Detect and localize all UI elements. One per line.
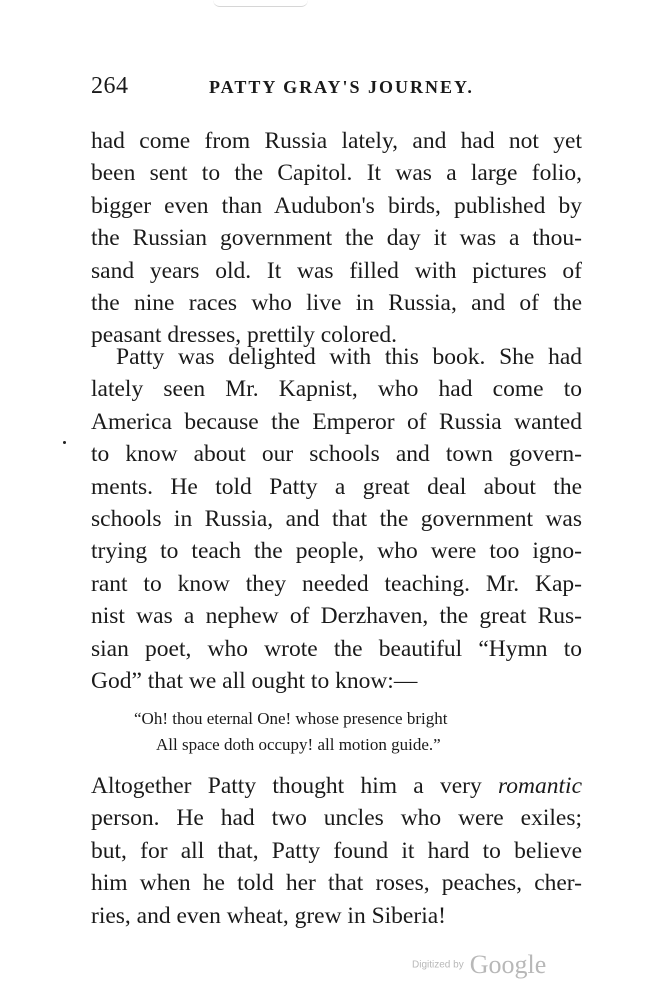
text-line: had come from Russia lately, and had not yet [91, 128, 582, 154]
text-line: to know about our schools and town govern- [91, 441, 582, 468]
text-line: lately seen Mr. Kapnist, who had come to [91, 376, 582, 403]
paragraph-2 [91, 341, 582, 697]
text-line: schools in Russia, and that the government was [91, 506, 582, 533]
text-line: sian poet, who wrote the beautiful “Hymn to [91, 635, 582, 662]
text-line: God” that we all ought to know:— [91, 668, 418, 695]
margin-speck [63, 441, 66, 444]
text-line: ments. He told Patty a great deal about the [91, 473, 582, 500]
top-edge-mark [213, 0, 308, 7]
text-line: sand years old. It was filled with pictures of [91, 257, 582, 284]
running-head [91, 73, 581, 103]
text-line: person. He had two uncles who were exiles; [91, 805, 582, 832]
text-line: the Russian government the day it was a thou- [91, 225, 582, 252]
watermark-prefix: Digitized by [412, 959, 464, 971]
text-line [91, 770, 582, 802]
text-line: Patty was delighted with this book. She had [116, 344, 582, 370]
text-line: trying to teach the people, who were too igno- [91, 538, 582, 565]
running-title: PATTY GRAY'S JOURNEY. [209, 77, 474, 97]
quote-line: All space doth occupy! all motion guide.” [156, 735, 441, 754]
text-line: nist was a nephew of Derzhaven, the great Rus- [91, 603, 582, 630]
text-line: rant to know they needed teaching. Mr. Kap- [91, 570, 582, 597]
google-logo: Google [469, 950, 547, 979]
block-quote [134, 706, 534, 758]
text-line: bigger even than Audubon's birds, published by [91, 192, 582, 219]
text-line: America because the Emperor of Russia wanted [91, 408, 582, 435]
text-segment: Altogether Patty thought him a very [91, 773, 499, 799]
text-line: but, for all that, Patty found it hard to believe [91, 837, 582, 864]
paragraph-3 [91, 770, 582, 932]
text-line: been sent to the Capitol. It was a large folio, [91, 160, 582, 187]
text-line: peasant dresses, prettily colored. [91, 322, 398, 349]
page-number: 264 [91, 73, 129, 99]
digitized-watermark [412, 950, 546, 980]
italic-word: romantic [498, 773, 582, 799]
text-line: ries, and even wheat, grew in Siberia! [91, 902, 446, 929]
text-line: him when he told her that roses, peaches, cher- [91, 870, 582, 897]
quote-line: “Oh! thou eternal One! whose presence bright [134, 709, 448, 728]
text-line: the nine races who live in Russia, and of the [91, 290, 582, 317]
paragraph-1 [91, 125, 582, 352]
